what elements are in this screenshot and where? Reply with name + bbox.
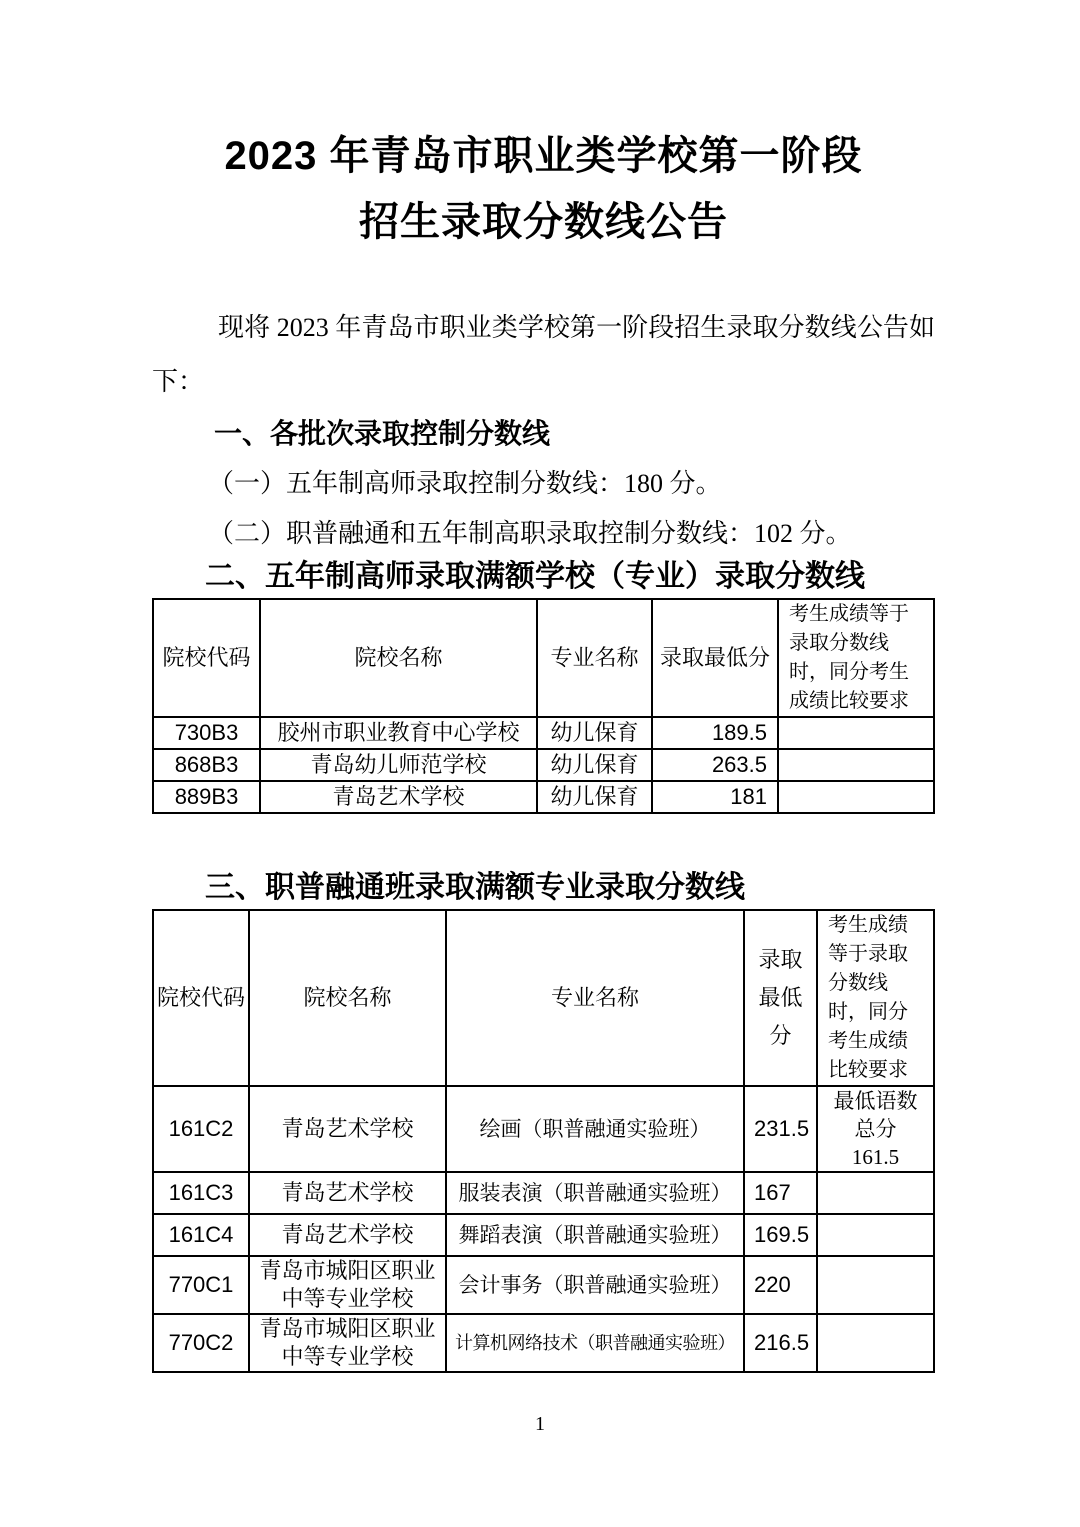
school-name: 青岛艺术学校 xyxy=(260,781,537,813)
table2-header-major: 专业名称 xyxy=(446,910,744,1086)
table2-header-min-score: 录取最低分 xyxy=(744,910,817,1086)
min-score: 167 xyxy=(744,1172,817,1214)
major-name: 舞蹈表演（职普融通实验班） xyxy=(446,1214,744,1256)
major-name: 服装表演（职普融通实验班） xyxy=(446,1172,744,1214)
table1-header-code: 院校代码 xyxy=(153,599,260,717)
remark-cell xyxy=(817,1256,934,1314)
remark-line-3: 161.5 xyxy=(851,1145,900,1169)
section1-heading: 一、各批次录取控制分数线 xyxy=(214,418,551,449)
min-score: 231.5 xyxy=(744,1086,817,1172)
table1-header-min-score: 录取最低分 xyxy=(652,599,778,717)
school-name: 青岛艺术学校 xyxy=(249,1086,446,1172)
min-score: 216.5 xyxy=(744,1314,817,1372)
table2-header-school: 院校名称 xyxy=(249,910,446,1086)
school-name: 青岛市城阳区职业中等专业学校 xyxy=(249,1314,446,1372)
table2-header-code: 院校代码 xyxy=(153,910,249,1086)
remark-line-1: 最低语数 xyxy=(833,1089,918,1113)
school-name: 胶州市职业教育中心学校 xyxy=(260,717,537,749)
school-name: 青岛市城阳区职业中等专业学校 xyxy=(249,1256,446,1314)
title-line-2: 招生录取分数线公告 xyxy=(359,200,728,244)
table2-row-161C4 xyxy=(153,1214,934,1256)
table1-row-868B3 xyxy=(153,749,934,781)
table2-row-161C2 xyxy=(153,1086,934,1172)
table1-row-730B3 xyxy=(153,717,934,749)
table1-header-school: 院校名称 xyxy=(260,599,537,717)
major-name: 计算机网络技术（职普融通实验班） xyxy=(446,1314,744,1372)
remark-cell xyxy=(817,1314,934,1372)
school-code: 770C1 xyxy=(153,1256,249,1314)
major-name: 幼儿保育 xyxy=(537,781,652,813)
min-score: 263.5 xyxy=(652,749,778,781)
table2-header-remark: 考生成绩等于录取分数线时，同分考生成绩比较要求 xyxy=(817,910,934,1086)
section1-item-2: （二）职普融通和五年制高职录取控制分数线：102 分。 xyxy=(208,519,852,548)
school-code: 161C2 xyxy=(153,1086,249,1172)
title-line-1: 2023 年青岛市职业类学校第一阶段 xyxy=(224,134,863,178)
table1-row-889B3 xyxy=(153,781,934,813)
school-code: 889B3 xyxy=(153,781,260,813)
table1-header-remark: 考生成绩等于录取分数线时，同分考生成绩比较要求 xyxy=(778,599,934,717)
school-name: 青岛幼儿师范学校 xyxy=(260,749,537,781)
document-title xyxy=(152,123,935,255)
remark-cell xyxy=(817,1086,934,1172)
remark-cell xyxy=(817,1214,934,1256)
school-code: 770C2 xyxy=(153,1314,249,1372)
school-name: 青岛艺术学校 xyxy=(249,1214,446,1256)
page-number: 1 xyxy=(535,1413,545,1435)
major-name: 幼儿保育 xyxy=(537,749,652,781)
major-name: 绘画（职普融通实验班） xyxy=(446,1086,744,1172)
remark-line-2: 总分 xyxy=(854,1117,897,1141)
school-code: 161C3 xyxy=(153,1172,249,1214)
remark-cell xyxy=(778,717,934,749)
section3-heading: 三、职普融通班录取满额专业录取分数线 xyxy=(205,871,745,904)
remark-cell xyxy=(817,1172,934,1214)
table2-row-770C1 xyxy=(153,1256,934,1314)
min-score: 181 xyxy=(652,781,778,813)
table1-header-row xyxy=(153,599,934,717)
section1-item-1: （一）五年制高师录取控制分数线：180 分。 xyxy=(208,469,722,498)
min-score: 220 xyxy=(744,1256,817,1314)
remark-cell xyxy=(778,749,934,781)
min-score: 169.5 xyxy=(744,1214,817,1256)
major-name: 会计事务（职普融通实验班） xyxy=(446,1256,744,1314)
table1-header-major: 专业名称 xyxy=(537,599,652,717)
table-five-year-normal-schools xyxy=(152,598,935,814)
document-content xyxy=(152,123,935,1373)
school-code: 161C4 xyxy=(153,1214,249,1256)
min-score: 189.5 xyxy=(652,717,778,749)
table2-header-row xyxy=(153,910,934,1086)
table2-row-770C2 xyxy=(153,1314,934,1372)
school-code: 730B3 xyxy=(153,717,260,749)
school-code: 868B3 xyxy=(153,749,260,781)
school-name: 青岛艺术学校 xyxy=(249,1172,446,1214)
major-name: 幼儿保育 xyxy=(537,717,652,749)
table2-row-161C3 xyxy=(153,1172,934,1214)
remark-cell xyxy=(778,781,934,813)
intro-paragraph: 现将 2023 年青岛市职业类学校第一阶段招生录取分数线公告如下： xyxy=(152,313,935,396)
section2-heading: 二、五年制高师录取满额学校（专业）录取分数线 xyxy=(205,560,865,593)
table-vocational-general-classes xyxy=(152,909,935,1373)
